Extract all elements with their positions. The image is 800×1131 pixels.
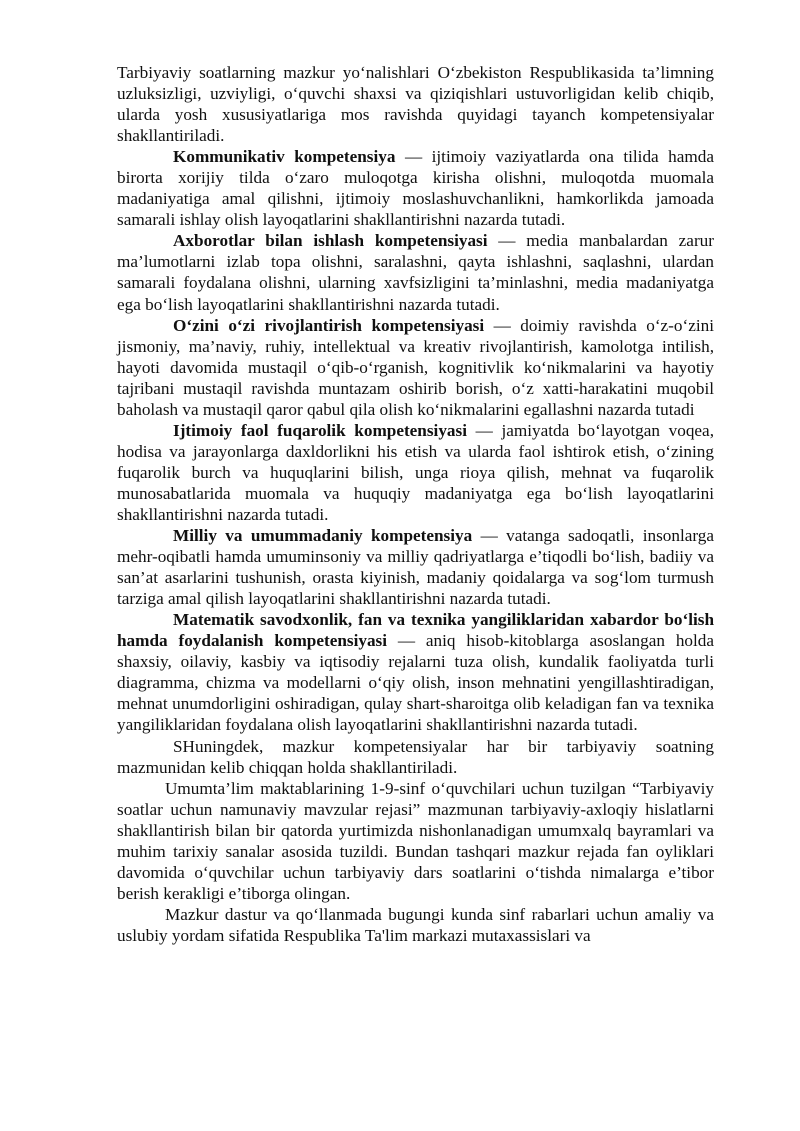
communicative-competence-paragraph xyxy=(117,146,714,230)
intro-paragraph xyxy=(117,62,714,146)
self-development-competence-paragraph xyxy=(117,315,714,420)
manual-paragraph xyxy=(117,904,714,946)
paragraph-text: — ijtimoiy vaziyatlarda ona tilida hamda birorta xorijiy tilda o‘zaro muloqotga kirisha olishni, muloqotda muomala madaniyatiga amal qilishni, ijtimoiy moslashuvchanlikni, hamkorlikda jamoada samarali ishlay olish layoqatlarini shakllantirishni nazarda tutadi. xyxy=(117,147,714,230)
math-science-competence-paragraph xyxy=(117,609,714,735)
paragraph-text: Tarbiyaviy soatlarning mazkur yo‘nalishlari O‘zbekiston Respublikasida ta’limning uzluksizligi, uzviyligi, o‘quvchi shaxsi va qiziqishlari ustuvorligidan kelib chiqib, ularda yosh xususiyatlariga mos ravishda quyidagi tayanch kompetensiyalar shakllantiriladi. xyxy=(117,63,714,146)
paragraph-text: — doimiy ravishda o‘z-o‘zini jismoniy, ma’naviy, ruhiy, intellektual va kreativ rivojlantirish, kamolotga intilish, hayoti davomida mustaqil o‘qib-o‘rganish, kognitivlik ko‘nikmalarini va hayotiy tajribani mustaqil ravishda muntazam oshirib borish, o‘z xatti-harakatini muqobil baholash va mustaqil qaror qabul qila olish ko‘nikmalarini egallashni nazarda tutadi xyxy=(117,315,714,419)
paragraph-text: — jamiyatda bo‘layotgan voqea, hodisa va jarayonlarga daxldorlikni his etish va ularda faol ishtirok etish, o‘zining fuqarolik burch va huquqlarini bilish, unga rioya qilish, mehnat va fuqarolik munosabatlarida muomala va huquqiy madaniyatga ega bo‘lish layoqatlarini shakllantirishni nazarda tutadi. xyxy=(117,420,714,524)
paragraph-text: Umumta’lim maktablarining 1-9-sinf o‘quvchilari uchun tuzilgan “Tarbiyaviy soatlar uchun namunaviy mavzular rejasi” mazmunan tarbiyaviy-axloqiy hislatlarni shakllantirish bilan bir qatorda yurtimizda nishonlanadigan umumxalq bayramlari va muhim tarixiy sanalar asosida tuzildi. Bundan tashqari mazkur rejada fan oyliklari davomida o‘quvchilar uchun tarbiyaviy dars soatlarini o‘tishda nimalarga e’tibor berish kerakligi e’tiborga olingan. xyxy=(117,778,714,903)
paragraph-text: — media manbalardan zarur ma’lumotlarni izlab topa olishni, saralashni, qayta ishlashni, saqlashni, ulardan samarali foydalana olishni, ularning xavfsizligini ta’minlashni, media madaniyatga ega bo‘lish layoqatlarini shakllantirishni nazarda tutadi. xyxy=(117,231,714,314)
paragraph-heading: Ijtimoiy faol fuqarolik kompetensiyasi xyxy=(173,420,467,440)
curriculum-plan-paragraph xyxy=(117,778,714,904)
paragraph-text: — vatanga sadoqatli, insonlarga mehr-oqibatli hamda umuminsoniy va milliy qadriyatlarga e’tiqodli bo‘lish, badiiy va san’at asarlarini tushunish, orasta kiyinish, madaniy qoidalarga va sog‘lom turmush tarziga amal qilish layoqatlarini shakllantirishni nazarda tutadi. xyxy=(117,526,715,609)
paragraph-text: — aniq hisob-kitoblarga asoslangan holda shaxsiy, oilaviy, kasbiy va iqtisodiy rejalarni tuza olish, kundalik faoliyatda turli diagramma, chizma va modellarni o‘qiy olish, inson mehnatini yengillashtiradigan, mehnat unumdorligini oshiradigan, qulay shart-sharoitga olib keladigan fan va texnika yangiliklaridan foydalana olish layoqatlarini shakllantirishni nazarda tutadi. xyxy=(117,631,715,735)
paragraph-heading: Axborotlar bilan ishlash kompetensiyasi xyxy=(173,231,488,251)
paragraph-heading: Milliy va umummadaniy kompetensiya xyxy=(173,526,473,546)
information-competence-paragraph xyxy=(117,230,714,314)
civic-competence-paragraph xyxy=(117,420,714,525)
summary-paragraph xyxy=(117,736,714,778)
paragraph-heading: Matematik savodxonlik, fan va texnika yangiliklaridan xabardor bo‘lish hamda foydalanish kompetensiyasi xyxy=(117,610,714,651)
national-cultural-competence-paragraph xyxy=(117,525,714,609)
paragraph-text: Mazkur dastur va qo‘llanmada bugungi kunda sinf rabarlari uchun amaliy va uslubiy yordam sifatida Respublika Ta'lim markazi mutaxassislari va xyxy=(117,904,714,945)
paragraph-heading: O‘zini o‘zi rivojlantirish kompetensiyasi xyxy=(173,315,485,335)
paragraph-heading: Kommunikativ kompetensiya xyxy=(173,147,396,167)
paragraph-text: SHuningdek, mazkur kompetensiyalar har bir tarbiyaviy soatning mazmunidan kelib chiqqan holda shakllantiriladi. xyxy=(117,736,714,777)
